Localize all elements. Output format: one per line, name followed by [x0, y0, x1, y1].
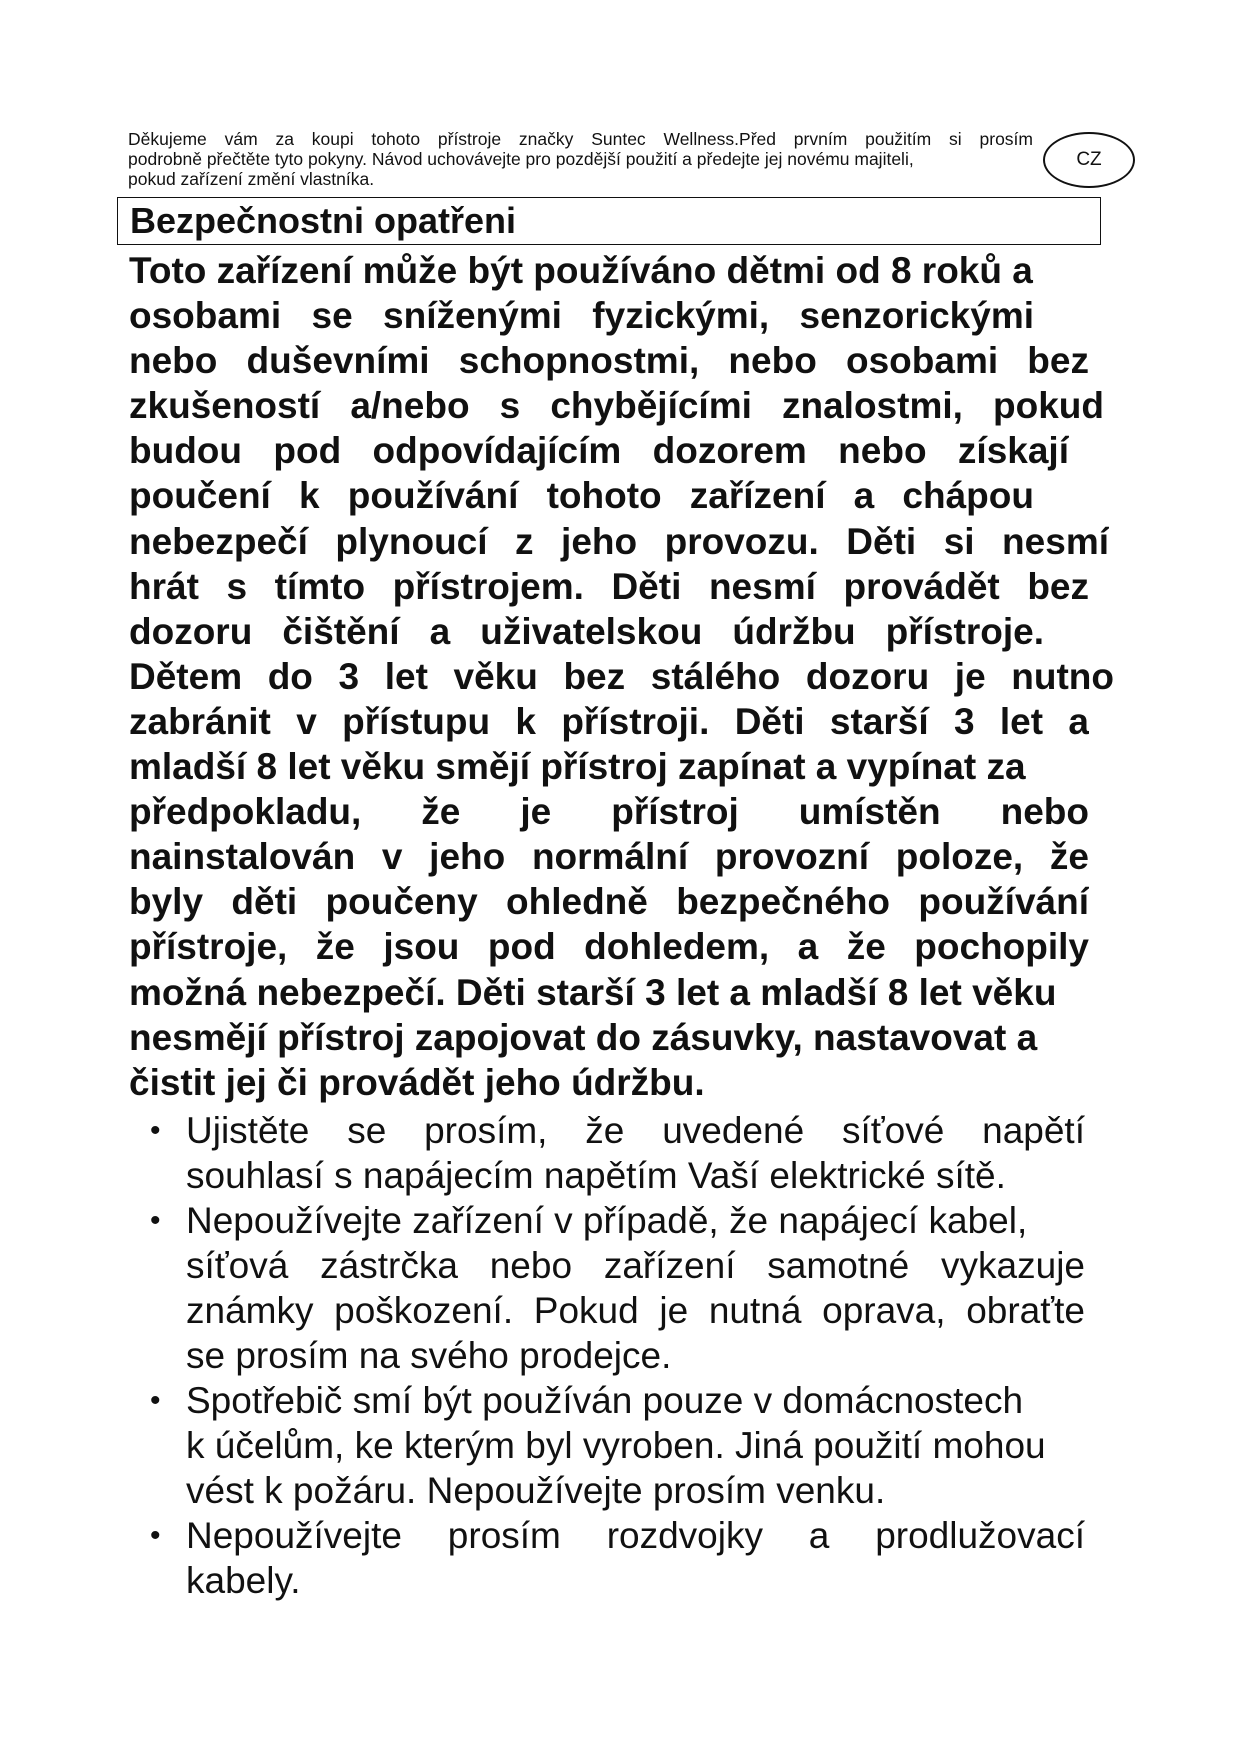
- warning-line: dozoru čištění a uživatelskou údržbu přístroje.: [129, 610, 1044, 652]
- warning-line: čistit jej či provádět jeho údržbu.: [129, 1061, 705, 1103]
- bullet-icon: •: [150, 1114, 161, 1147]
- bullet-line: známky poškození. Pokud je nutná oprava, obraťte: [186, 1290, 1085, 1331]
- warning-line: zkušeností a/nebo s chybějícími znalostmi, pokud: [129, 385, 1104, 427]
- warning-line: přístroje, že jsou pod dohledem, a že pochopily: [129, 926, 1089, 968]
- warning-line: poučení k používání tohoto zařízení a chápou: [129, 475, 1034, 517]
- bullet-line: Spotřebič smí být používán pouze v domácnostech: [186, 1380, 1024, 1421]
- bullet-line: souhlasí s napájecím napětím Vaší elektrické sítě.: [186, 1155, 1006, 1196]
- list-item: [150, 1108, 1085, 1198]
- bullet-line: síťová zástrčka nebo zařízení samotné vykazuje: [186, 1245, 1085, 1286]
- warning-line: mladší 8 let věku smějí přístroj zapínat a vypínat za: [129, 746, 1026, 788]
- bullet-line: Ujistěte se prosím, že uvedené síťové napětí: [186, 1110, 1085, 1151]
- warning-line: Dětem do 3 let věku bez stálého dozoru je nutno: [129, 655, 1114, 697]
- section-heading: Bezpečnostni opatřeni: [117, 197, 1101, 245]
- child-safety-warning: [129, 248, 1129, 1105]
- warning-line: předpokladu, že je přístroj umístěn nebo: [129, 791, 1089, 833]
- intro-line: Děkujeme vám za koupi tohoto přístroje značky Suntec Wellness.Před prvním použitím si prosím: [128, 129, 1033, 149]
- safety-bullet-list: [150, 1108, 1085, 1603]
- list-item: [150, 1378, 1085, 1513]
- bullet-icon: •: [150, 1519, 161, 1552]
- list-item: [150, 1513, 1085, 1603]
- bullet-line: vést k požáru. Nepoužívejte prosím venku.: [186, 1470, 886, 1511]
- warning-line: budou pod odpovídajícím dozorem nebo získají: [129, 430, 1069, 472]
- bullet-line: kabely.: [186, 1560, 301, 1601]
- intro-line: podrobně přečtěte tyto pokyny. Návod uchovávejte pro pozdější použití a předejte jej novému majiteli,: [128, 149, 914, 169]
- warning-line: nebo duševními schopnostmi, nebo osobami bez: [129, 340, 1089, 382]
- warning-line: možná nebezpečí. Děti starší 3 let a mladší 8 let věku: [129, 971, 1057, 1013]
- warning-line: osobami se sníženými fyzickými, senzorickými: [129, 295, 1034, 337]
- language-badge: CZ: [1043, 132, 1135, 188]
- warning-line: Toto zařízení může být používáno dětmi od 8 roků a: [129, 250, 1033, 291]
- warning-line: nainstalován v jeho normální provozní poloze, že: [129, 836, 1089, 878]
- warning-line: byly děti poučeny ohledně bezpečného používání: [129, 881, 1089, 923]
- list-item: [150, 1198, 1085, 1378]
- warning-line: hrát s tímto přístrojem. Děti nesmí provádět bez: [129, 565, 1089, 607]
- bullet-icon: •: [150, 1384, 161, 1417]
- bullet-line: Nepoužívejte prosím rozdvojky a prodlužovací: [186, 1515, 1085, 1556]
- bullet-line: se prosím na svého prodejce.: [186, 1335, 672, 1376]
- intro-line: pokud zařízení změní vlastníka.: [128, 169, 375, 189]
- bullet-line: k účelům, ke kterým byl vyroben. Jiná použití mohou: [186, 1425, 1046, 1466]
- intro-paragraph: [128, 129, 1033, 189]
- bullet-icon: •: [150, 1204, 161, 1237]
- bullet-line: Nepoužívejte zařízení v případě, že napájecí kabel,: [186, 1200, 1028, 1241]
- warning-line: nebezpečí plynoucí z jeho provozu. Děti si nesmí: [129, 520, 1109, 562]
- warning-line: zabránit v přístupu k přístroji. Děti starší 3 let a: [129, 700, 1089, 742]
- warning-line: nesmějí přístroj zapojovat do zásuvky, nastavovat a: [129, 1016, 1038, 1058]
